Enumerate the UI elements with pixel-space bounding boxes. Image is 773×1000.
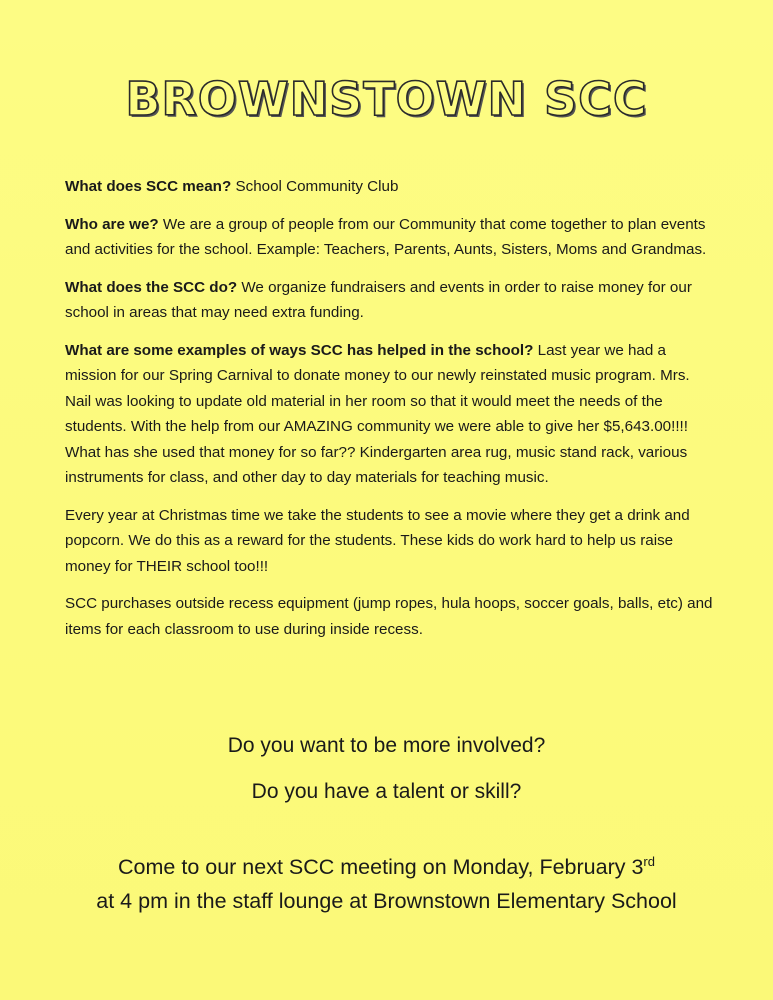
invite-ordinal-suffix: rd (643, 853, 655, 869)
answer-what-scc-does: We organize fundraisers and events in order to raise money for our school in areas that may need extra funding. (65, 278, 692, 321)
question-scc-meaning: What does SCC mean? (65, 178, 232, 195)
flyer-title: BROWNSTOWN SCC (125, 72, 648, 126)
meeting-invitation (0, 850, 773, 918)
paragraph-christmas: Every year at Christmas time we take the students to see a movie where they get a drink and popcorn. We do this as a reward for the students. These kids do work hard to help us raise money for THEIR school too!!! (65, 506, 690, 575)
paragraph-scc-meaning (65, 174, 715, 200)
question-who-are-we: Who are we? (65, 215, 159, 233)
answer-examples: Last year we had a mission for our Spring Carnival to donate money to our newly reinstated music program. Mrs. Nail was looking to update old material in her room so that it would meet the needs of the students. With the help from our AMAZING community we were able to give her $5,643.00!!!! What has she used that money for so far?? Kindergarten area rug, music stand rack, various instruments for class, and other day to day materials for teaching music. (65, 341, 690, 486)
paragraph-recess: SCC purchases outside recess equipment (jump ropes, hula hoops, soccer goals, balls, etc) and items for each classroom to use during inside recess. (65, 595, 713, 638)
paragraph-what-scc-does (65, 275, 715, 326)
invite-line-1-text: Come to our next SCC meeting on Monday, February 3 (118, 855, 644, 879)
paragraph-examples (65, 338, 715, 491)
question-talent: Do you have a talent or skill? (251, 780, 522, 803)
answer-scc-meaning: School Community Club (235, 178, 399, 195)
answer-who-are-we: We are a group of people from our Community that come together to plan events and activities for the school. Example: Teachers, Parents, Aunts, Sisters, Moms and Grandmas. (65, 215, 707, 258)
flyer-body (65, 174, 715, 654)
paragraph-who-are-we (65, 212, 715, 263)
question-what-scc-does: What does the SCC do? (65, 278, 238, 296)
invite-line-2: at 4 pm in the staff lounge at Brownstown Elementary School (96, 889, 677, 913)
question-examples: What are some examples of ways SCC has helped in the school? (65, 341, 534, 359)
invite-line-1 (0, 850, 773, 884)
question-involved: Do you want to be more involved? (227, 734, 546, 757)
